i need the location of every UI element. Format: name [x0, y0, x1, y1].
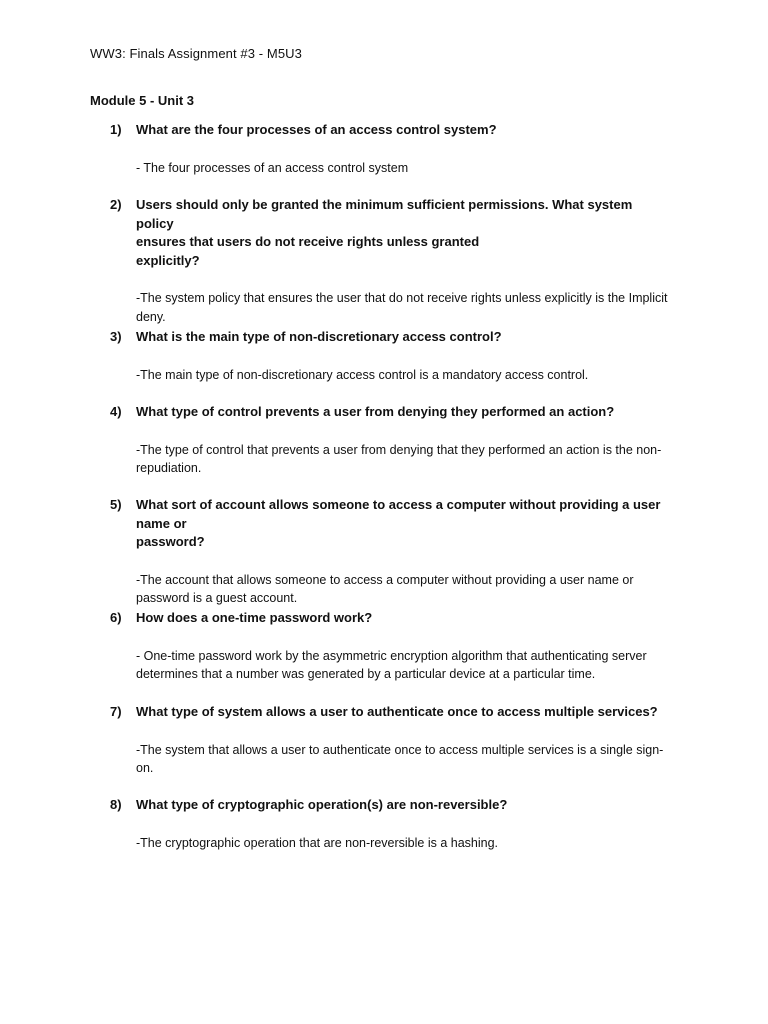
question-text: What is the main type of non-discretionary access control? — [136, 329, 502, 344]
answer-text: -The type of control that prevents a user from denying that they performed an action is the non- repudiation. — [136, 442, 662, 475]
qa-item-6 — [110, 609, 690, 684]
qa-item-4 — [110, 403, 690, 478]
qa-item-7 — [110, 703, 690, 778]
qa-item-5 — [110, 496, 690, 608]
qa-item-2 — [110, 196, 690, 326]
question-number: 5) — [110, 497, 122, 512]
answer-text: -The account that allows someone to access a computer without providing a user name or password is a guest account. — [136, 572, 634, 605]
module-heading: Module 5 - Unit 3 — [90, 93, 194, 108]
answer-text: -The system policy that ensures the user that do not receive rights unless explicitly is the Implicit deny. — [136, 291, 668, 324]
question-text: What sort of account allows someone to access a computer without providing a user name or password? — [136, 497, 661, 549]
answer-text: -The system that allows a user to authenticate once to access multiple services is a single sign- on. — [136, 742, 664, 775]
question-text: What type of system allows a user to authenticate once to access multiple services? — [136, 704, 658, 719]
document-title: WW3: Finals Assignment #3 - M5U3 — [90, 46, 302, 61]
question-number: 4) — [110, 404, 122, 419]
question-number: 1) — [110, 122, 122, 137]
qa-item-1 — [110, 121, 690, 177]
answer-text: - The four processes of an access control system — [136, 160, 409, 175]
question-number: 6) — [110, 610, 122, 625]
question-text: Users should only be granted the minimum sufficient permissions. What system policy ensures that users do not receive rights unless granted explicitly? — [136, 197, 633, 268]
answer-text: -The main type of non-discretionary access control is a mandatory access control. — [136, 367, 589, 382]
answer-text: -The cryptographic operation that are non-reversible is a hashing. — [136, 835, 499, 850]
question-number: 8) — [110, 797, 122, 812]
qa-item-3 — [110, 328, 690, 384]
question-text: What type of cryptographic operation(s) are non-reversible? — [136, 797, 508, 812]
question-number: 2) — [110, 197, 122, 212]
answer-text: - One-time password work by the asymmetric encryption algorithm that authenticating server determines that a number was generated by a particular device at a particular time. — [136, 648, 647, 681]
question-number: 3) — [110, 329, 122, 344]
question-text: What are the four processes of an access control system? — [136, 122, 497, 137]
qa-item-8 — [110, 796, 690, 852]
question-number: 7) — [110, 704, 122, 719]
question-text: How does a one-time password work? — [136, 610, 373, 625]
question-text: What type of control prevents a user from denying they performed an action? — [136, 404, 615, 419]
